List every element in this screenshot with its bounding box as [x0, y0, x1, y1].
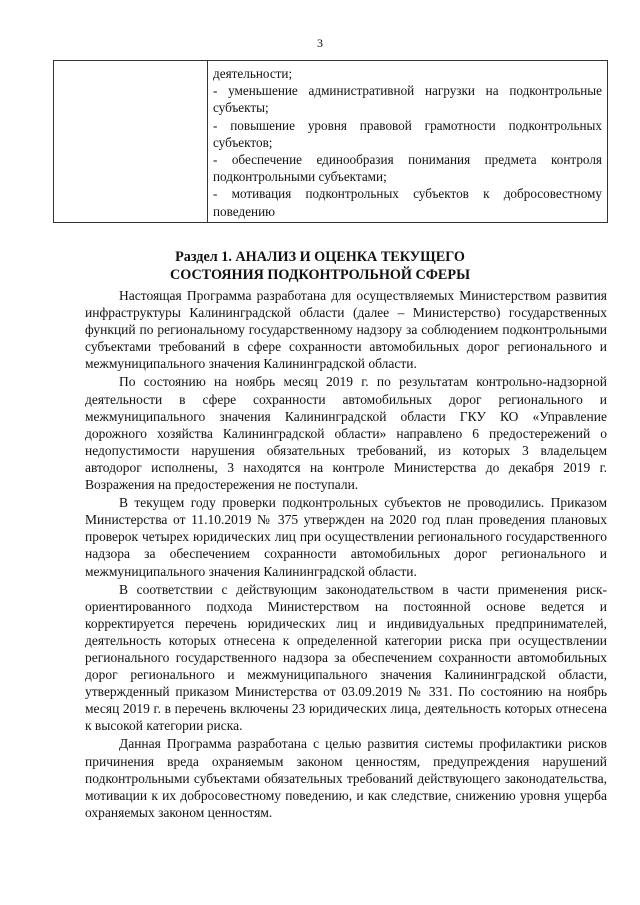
section-heading — [0, 248, 640, 284]
section-heading-line: Раздел 1. АНАЛИЗ И ОЦЕНКА ТЕКУЩЕГО — [175, 249, 465, 265]
section-heading-line: СОСТОЯНИЯ ПОДКОНТРОЛЬНОЙ СФЕРЫ — [169, 267, 470, 283]
table-row — [54, 61, 608, 223]
paragraph: Настоящая Программа разработана для осуществляемых Министерством развития инфраструктуры Калининградской области (далее – Министерство) государственных функций по региональному государственному надзору за соблюдением подконтрольными субъектами требований в сфере сохранности автомобильных дорог регионального и межмуниципального значения Калининградской области. — [85, 288, 607, 372]
table-right-cell — [208, 61, 608, 223]
page-number: 3 — [317, 36, 323, 50]
paragraph: По состоянию на ноябрь месяц 2019 г. по результатам контрольно-надзорной деятельности в сфере сохранности автомобильных дорог регионального и межмуниципального значения Калининградской области ГКУ КО «Управление дорожного хозяйства Калининградской области» направлено 6 предостережений о недопустимости нарушения обязательных требований, из которых 3 владельцем автодорог исполнены, 3 находятся на контроле Министерства до декабря 2019 г. Возражения на предостережения не поступали. — [85, 374, 607, 493]
list-item: - повышение уровня правовой грамотности подконтрольных субъектов; — [213, 117, 602, 150]
list-item: - уменьшение административной нагрузки на подконтрольные субъекты; — [213, 83, 602, 116]
list-item: - обеспечение единообразия понимания предмета контроля подконтрольными субъектами; — [213, 152, 602, 185]
list-item: деятельности; — [213, 66, 293, 81]
body-text — [85, 287, 607, 821]
paragraph: В текущем году проверки подконтрольных субъектов не проводились. Приказом Министерства от 11.10.2019 № 375 утвержден на 2020 год план проведения плановых проверок четырех юридических лиц при осуществлении регионального государственного надзора за обеспечением сохранности автомобильных дорог регионального и межмуниципального значения Калининградской области. — [85, 495, 607, 579]
continuation-table — [53, 60, 608, 223]
table-left-cell — [54, 61, 208, 223]
list-item: - мотивация подконтрольных субъектов к добросовестному поведению — [213, 186, 602, 219]
paragraph: В соответствии с действующим законодательством в части применения риск-ориентированного подхода Министерством на постоянной основе ведется и корректируется перечень юридических лиц и индивидуальных предпринимателей, деятельность которых отнесена к определенной категории риска при осуществлении регионального государственного надзора за обеспечением сохранности автомобильных дорог регионального и межмуниципального значения Калининградской области, утвержденный приказом Министерства от 03.09.2019 № 331. По состоянию на ноябрь месяц 2019 г. в перечень включены 23 юридических лица, деятельность которых отнесена к высокой категории риска. — [85, 581, 607, 734]
paragraph: Данная Программа разработана с целью развития системы профилактики рисков причинения вреда охраняемым законом ценностям, предупреждения нарушений подконтрольными субъектами обязательных требований действующего законодательства, мотивации к их добросовестному поведению, и как следствие, снижению уровня ущерба охраняемых законом ценностям. — [85, 736, 607, 820]
